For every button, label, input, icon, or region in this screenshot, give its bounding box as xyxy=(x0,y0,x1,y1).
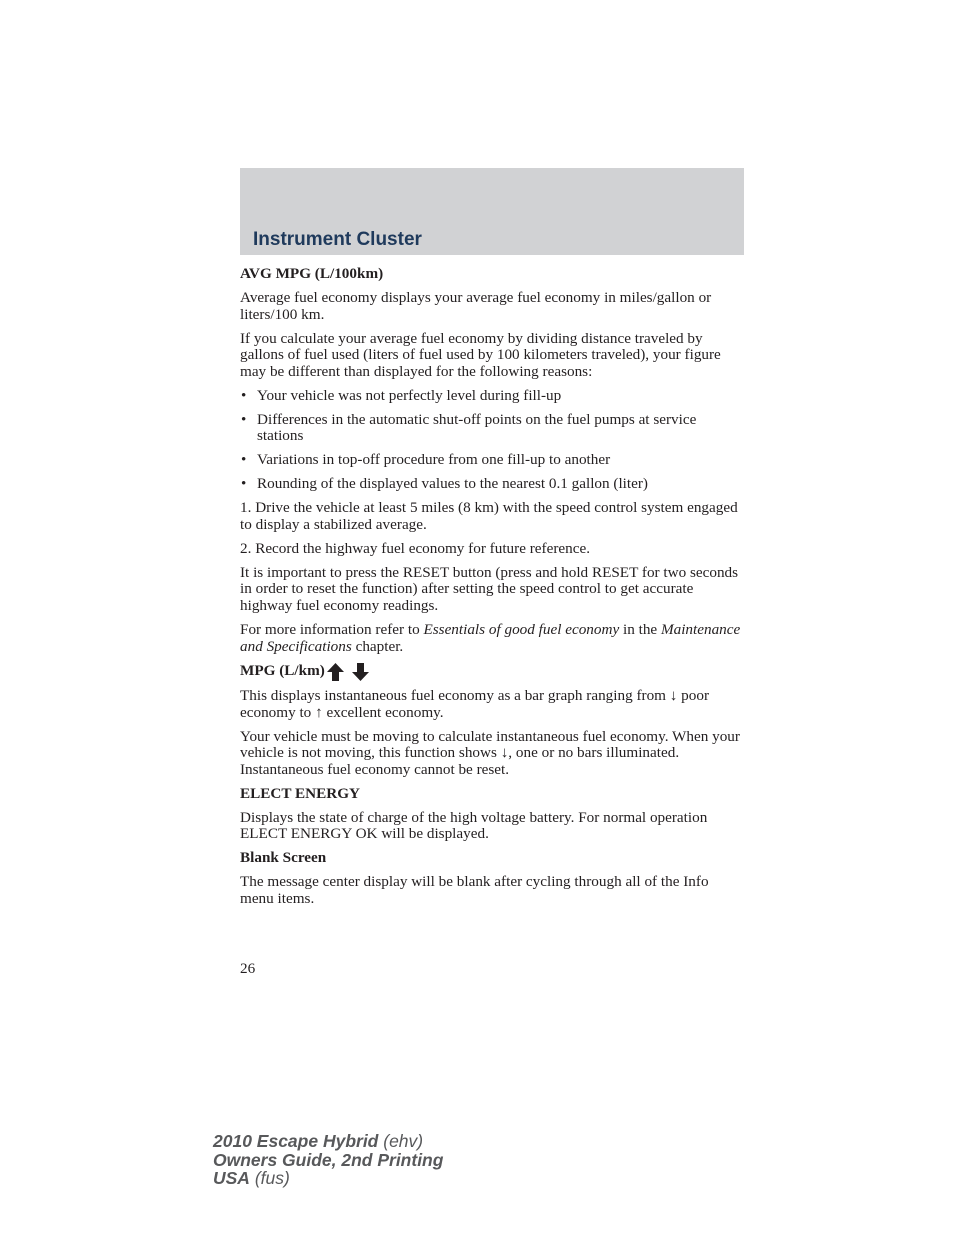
down-arrow-icon: ↓ xyxy=(500,744,509,762)
reference-paragraph xyxy=(240,622,744,655)
page-content xyxy=(240,266,744,915)
section-header-band xyxy=(240,168,744,255)
mpg-heading-text: MPG (L/km) xyxy=(240,662,325,680)
elect-energy-paragraph: Displays the state of charge of the high voltage battery. For normal operation ELECT ENERGY OK will be displayed. xyxy=(240,808,708,843)
footer-line-3 xyxy=(213,1169,443,1188)
down-arrow-icon xyxy=(352,663,369,681)
mpg-heading xyxy=(240,663,744,681)
mpg-text: poor economy to xyxy=(240,686,710,721)
list-item: • Variations in top-off procedure from one fill-up to another xyxy=(240,452,744,469)
footer-market-code: (fus) xyxy=(249,1168,290,1188)
mpg-text: This displays instantaneous fuel economy as a bar graph ranging from xyxy=(240,686,670,704)
reference-text: chapter. xyxy=(351,637,404,655)
page-number: 26 xyxy=(240,960,256,977)
up-arrow-icon: ↑ xyxy=(315,703,323,721)
avg-mpg-paragraph-1: Average fuel economy displays your average fuel economy in miles/gallon or liters/100 km. xyxy=(240,288,712,323)
down-arrow-icon: ↓ xyxy=(669,686,678,704)
elect-energy-heading: ELECT ENERGY xyxy=(240,784,360,802)
footer-market: USA xyxy=(213,1168,250,1188)
reference-text: in the xyxy=(619,621,661,638)
step-1: 1. Drive the vehicle at least 5 miles (8 km) with the speed control system engaged to display a stabilized average. xyxy=(240,499,738,533)
list-item: • Your vehicle was not perfectly level during fill-up xyxy=(240,388,744,405)
list-item: • Differences in the automatic shut-off points on the fuel pumps at service stations xyxy=(240,412,744,445)
mpg-text: Your vehicle must be moving to calculate instantaneous fuel economy. When your vehicle is not moving, this function shows xyxy=(240,727,740,762)
reference-text: For more information refer to xyxy=(240,621,424,638)
step-2: 2. Record the highway fuel economy for future reference. xyxy=(240,539,591,557)
document-footer xyxy=(213,1132,443,1188)
reasons-list xyxy=(240,388,744,493)
footer-line-2 xyxy=(213,1151,443,1170)
footer-line-1 xyxy=(213,1132,443,1151)
reference-link-maintenance: Maintenance and Specifications xyxy=(240,621,741,655)
footer-model: 2010 Escape Hybrid xyxy=(213,1131,379,1151)
reference-link-fuel-economy: Essentials of good fuel economy xyxy=(423,621,620,638)
avg-mpg-heading: AVG MPG (L/100km) xyxy=(240,265,384,282)
up-arrow-icon xyxy=(327,663,344,681)
footer-edition: Owners Guide, 2nd Printing xyxy=(213,1149,444,1170)
avg-mpg-paragraph-2: If you calculate your average fuel economy by dividing distance traveled by gallons of fuel used (liters of fuel used by 100 kilometers traveled), your figure may be different than displayed for the following reasons: xyxy=(240,329,721,380)
footer-model-code: (ehv) xyxy=(378,1131,424,1151)
list-item: • Rounding of the displayed values to the nearest 0.1 gallon (liter) xyxy=(240,476,744,493)
mpg-text: excellent economy. xyxy=(322,703,444,721)
mpg-text: , one or no bars illuminated. Instantaneous fuel economy cannot be reset. xyxy=(240,744,680,778)
mpg-paragraph-1 xyxy=(240,688,744,721)
blank-screen-paragraph: The message center display will be blank after cycling through all of the Info menu items. xyxy=(240,873,709,907)
reset-paragraph: It is important to press the RESET button (press and hold RESET for two seconds in order to reset the function) after setting the speed control to get accurate highway fuel economy readings. xyxy=(240,563,739,615)
mpg-paragraph-2 xyxy=(240,729,744,779)
blank-screen-heading: Blank Screen xyxy=(240,849,327,867)
section-title: Instrument Cluster xyxy=(253,229,422,250)
